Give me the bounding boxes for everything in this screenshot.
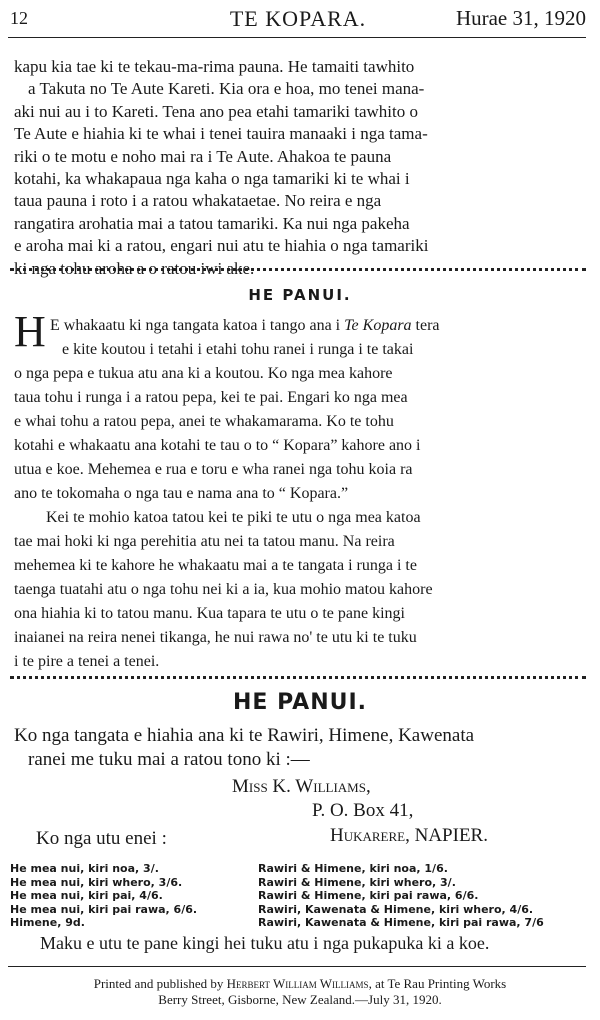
dotted-divider bbox=[10, 268, 586, 271]
footer-line-2: Berry Street, Gisborne, New Zealand.—July 31, 1920. bbox=[158, 992, 442, 1007]
text-line: i te pire a tenei a tenei. bbox=[14, 653, 160, 670]
intro-paragraph bbox=[14, 56, 586, 280]
header-rule bbox=[8, 37, 586, 38]
text-line: Ko nga tangata e hiahia ana ki te Rawiri, Himene, Kawenata bbox=[14, 725, 475, 746]
notice-body bbox=[14, 314, 586, 674]
footer-rule bbox=[8, 966, 586, 967]
text-line: kotahi e whakaatu ana kotahi te tau o to “ Kopara” kahore ano i bbox=[14, 437, 421, 454]
text-line: taenga tuatahi atu o nga tohu nei ki a ia, kua mohio matou kahore bbox=[14, 581, 433, 598]
price-list-left bbox=[10, 862, 197, 930]
kopara-name: Te Kopara bbox=[344, 317, 412, 334]
publication-title: TE KOPARA. bbox=[229, 6, 367, 31]
footer-text: , at Te Rau Printing Works bbox=[368, 976, 507, 991]
text-line: o nga pepa e tukua atu ana ki a koutou. Ko nga mea kahore bbox=[14, 365, 393, 382]
text-line: ano te tokomaha o nga tau e nama ana to “ Kopara.” bbox=[14, 485, 349, 502]
publisher-name: Herbert William Williams bbox=[226, 976, 369, 991]
text-line: Kei te mohio katoa tatou kei te piki te utu o nga mea katoa bbox=[46, 509, 421, 526]
footer-text: Printed and published by bbox=[93, 976, 227, 991]
text-line: taua pauna i roto i a ratou whakataetae. No reira e nga bbox=[14, 191, 382, 211]
text-line: inaianei na reira nenei tikanga, he nui rawa no' te utu ki te tuku bbox=[14, 629, 417, 646]
notice-heading: HE PANUI. bbox=[232, 690, 368, 715]
page-header bbox=[10, 6, 586, 34]
price-item: Rawiri & Himene, kiri pai rawa, 6/6. bbox=[258, 889, 479, 902]
price-item: Rawiri, Kawenata & Himene, kiri whero, 4/6. bbox=[258, 902, 534, 916]
text-line: taua tohu i runga i a ratou pepa, kei te pai. Engari ko nga mea bbox=[14, 389, 408, 406]
text-line: ranei me tuku mai a ratou tono ki :— bbox=[28, 749, 310, 770]
drop-cap: H bbox=[14, 307, 46, 356]
address-box: P. O. Box 41, bbox=[312, 800, 414, 821]
text-line bbox=[14, 314, 586, 338]
text-line: mehemea ki te kahore he whakaatu mai a te tangata i runga i te bbox=[14, 557, 417, 574]
price-item: He mea nui, kiri pai, 4/6. bbox=[10, 889, 163, 902]
price-item: He mea nui, kiri pai rawa, 6/6. bbox=[10, 902, 198, 916]
text-line: kapu kia tae ki te tekau-ma-rima pauna. He tamaiti tawhito bbox=[14, 57, 415, 76]
text-line: Te Aute e hiahia ki te whai i tenei tauira manaaki i nga tama- bbox=[14, 124, 428, 144]
text-line: aki nui au i to Kareti. Tena ano pea etahi tamariki tawhito o bbox=[14, 101, 418, 121]
text-line: e whai tohu a ratou pepa, anei te whakamarama. Ko te tohu bbox=[14, 413, 394, 430]
dotted-divider bbox=[10, 676, 586, 679]
text-line: tae mai hoki ki nga perehitia atu nei ta tatou manu. Na reira bbox=[14, 533, 395, 550]
price-item: Rawiri & Himene, kiri noa, 1/6. bbox=[258, 862, 448, 875]
page-number: 12 bbox=[10, 8, 28, 28]
imprint-footer bbox=[0, 976, 600, 1008]
text-line: e kite koutou i tetahi i etahi tohu ranei i runga i te takai bbox=[62, 341, 414, 358]
price-list-right bbox=[258, 862, 544, 930]
text-line: ki nga tohu aroha a o ratou iwi ake. bbox=[14, 258, 255, 278]
text-line: riki o te motu e noho mai ra i Te Aute. Ahakoa te pauna bbox=[14, 146, 392, 166]
price-item: Rawiri & Himene, kiri whero, 3/. bbox=[258, 875, 456, 889]
text-line: ona hiahia ki to tatou manu. Kua tapara te utu o te pane kingi bbox=[14, 605, 405, 622]
price-item: Himene, 9d. bbox=[10, 916, 85, 929]
text-line: e aroha mai ki a ratou, engari nui atu te hiahia o nga tamariki bbox=[14, 236, 429, 256]
text-line: utua e koe. Mehemea e rua e toru e wha ranei nga tohu koia ra bbox=[14, 461, 413, 478]
prices-title: Ko nga utu enei : bbox=[36, 828, 167, 849]
text-line: kotahi, ka whakapaua nga kaha o nga tamariki ki te whai i bbox=[14, 168, 410, 188]
price-item: He mea nui, kiri whero, 3/6. bbox=[10, 875, 183, 889]
footer-line-1 bbox=[0, 976, 600, 992]
text-fragment: tera bbox=[411, 317, 440, 334]
issue-date: Hurae 31, 1920 bbox=[455, 6, 586, 30]
text-fragment: E whakaatu ki nga tangata katoa i tango ana i bbox=[50, 317, 345, 334]
price-item: He mea nui, kiri noa, 3/. bbox=[10, 862, 159, 875]
bible-notice bbox=[14, 724, 586, 772]
text-line: rangatira arohatia mai a tatou tamariki. Ka nui nga pakeha bbox=[14, 213, 410, 233]
notice-heading: HE PANUI. bbox=[248, 286, 352, 304]
price-item: Rawiri, Kawenata & Himene, kiri pai rawa, 7/6 bbox=[258, 916, 544, 929]
text-line: a Takuta no Te Aute Kareti. Kia ora e hoa, mo tenei mana- bbox=[28, 79, 425, 99]
address-name: Miss K. Williams, bbox=[232, 776, 371, 797]
address-place: Hukarere, NAPIER. bbox=[330, 825, 488, 846]
closing-line: Maku e utu te pane kingi hei tuku atu i nga pukapuka ki a koe. bbox=[40, 933, 490, 953]
